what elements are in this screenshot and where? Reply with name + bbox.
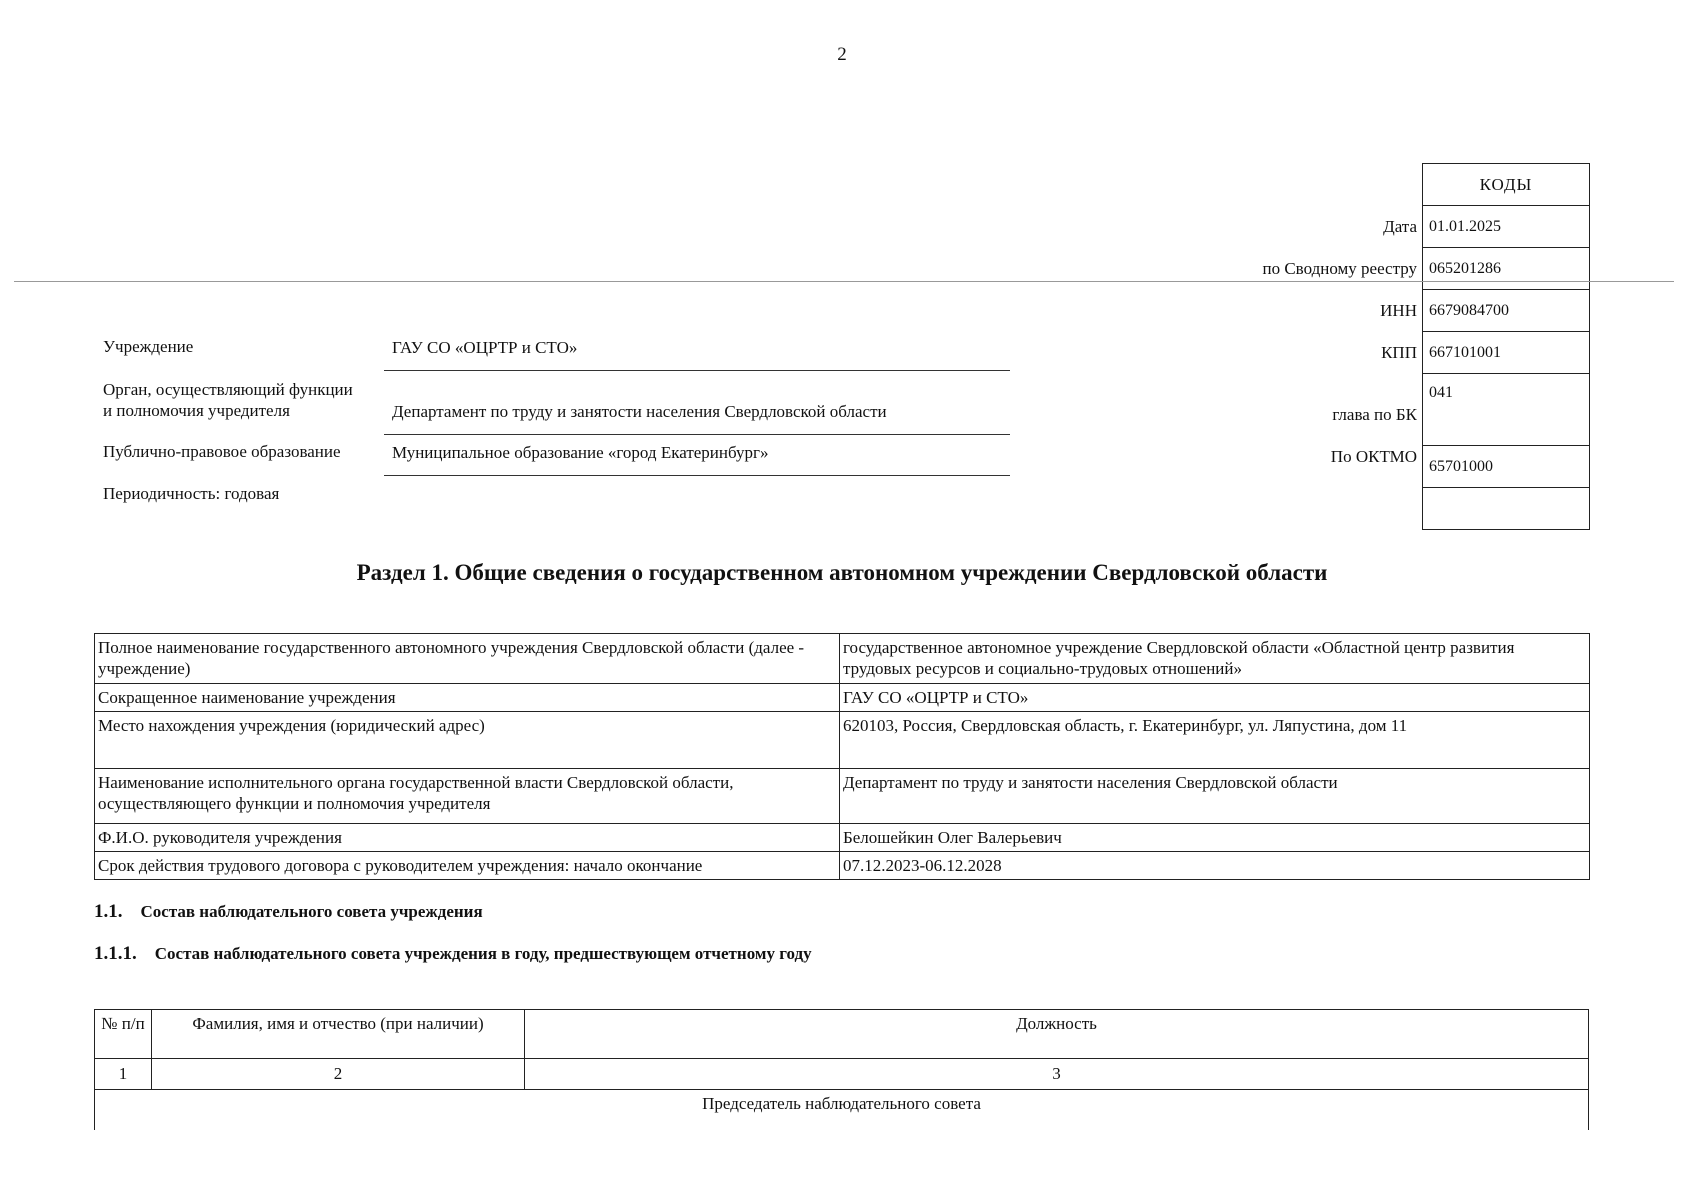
table-row [95,634,1590,684]
subsection-number-1: 1.1. [94,901,123,922]
code-label-kpp: КПП [1381,343,1417,362]
code-label-bk: глава по БК [1332,405,1417,424]
code-value-inn: 6679084700 [1423,290,1590,332]
general-info-table [94,633,1590,880]
table-header-row [95,1010,1589,1059]
info-value: Департамент по труду и занятости населения Свердловской области [840,769,1590,824]
header-full-name: Фамилия, имя и отчество (при наличии) [152,1010,525,1059]
subsection-number-2: 1.1.1. [94,943,137,964]
info-value: 620103, Россия, Свердловская область, г. Екатеринбург, ул. Ляпустина, дом 11 [840,712,1590,769]
info-label: Ф.И.О. руководителя учреждения [95,824,840,852]
subsection-heading-1 [94,901,483,923]
founder-label-line-2: и полномочия учредителя [103,401,290,420]
column-number-2: 2 [152,1059,525,1090]
institution-label: Учреждение [103,337,194,356]
codes-header: КОДЫ [1423,164,1590,206]
code-value-registry: 065201286 [1423,248,1590,290]
public-entity-value: Муниципальное образование «город Екатеринбург» [392,443,769,462]
info-value: ГАУ СО «ОЦРТР и СТО» [840,684,1590,712]
table-group-row [95,1090,1589,1131]
subsection-title-1: Состав наблюдательного совета учреждения [140,902,483,921]
column-number-3: 3 [525,1059,1589,1090]
info-label: Место нахождения учреждения (юридический адрес) [95,712,840,769]
founder-value: Департамент по труду и занятости населения Свердловской области [392,402,887,421]
council-table [94,1009,1589,1130]
code-value-oktmo: 65701000 [1423,446,1590,488]
info-value: Белошейкин Олег Валерьевич [840,824,1590,852]
info-label: Полное наименование государственного автономного учреждения Свердловской области (далее - учреждение) [95,634,840,684]
info-label: Сокращенное наименование учреждения [95,684,840,712]
institution-underline [384,370,1010,371]
code-value-date: 01.01.2025 [1423,206,1590,248]
group-chairman: Председатель наблюдательного совета [95,1090,1589,1131]
table-row [95,769,1590,824]
subsection-title-2: Состав наблюдательного совета учреждения в году, предшествующем отчетному году [154,944,812,963]
codes-table [1422,163,1590,530]
institution-value: ГАУ СО «ОЦРТР и СТО» [392,338,578,357]
code-value-kpp: 667101001 [1423,332,1590,374]
table-numbering-row [95,1059,1589,1090]
founder-label-line-1: Орган, осуществляющий функции [103,380,353,399]
code-label-registry: по Сводному реестру [1262,259,1417,278]
page-number: 2 [837,44,847,65]
code-value-empty [1423,488,1590,530]
section-title: Раздел 1. Общие сведения о государственном автономном учреждении Свердловской области [356,560,1328,585]
info-value: государственное автономное учреждение Свердловской области «Областной центр развития трудовых ресурсов и социально-трудовых отношений» [840,634,1590,684]
code-label-date: Дата [1383,217,1417,236]
public-entity-underline [384,475,1010,476]
column-number-1: 1 [95,1059,152,1090]
table-row [95,712,1590,769]
founder-label [103,379,353,421]
header-number: № п/п [95,1010,152,1059]
info-value: 07.12.2023-06.12.2028 [840,852,1590,880]
info-label: Наименование исполнительного органа государственной власти Свердловской области, осуществляющего функции и полномочия учредителя [95,769,840,824]
code-value-bk: 041 [1423,374,1590,446]
founder-underline [384,434,1010,435]
scan-line-divider [14,281,1674,282]
info-label: Срок действия трудового договора с руководителем учреждения: начало окончание [95,852,840,880]
periodicity: Периодичность: годовая [103,484,280,503]
table-row [95,852,1590,880]
header-position: Должность [525,1010,1589,1059]
public-entity-label: Публично-правовое образование [103,442,341,461]
table-row [95,824,1590,852]
subsection-heading-2 [94,943,812,965]
table-row [95,684,1590,712]
code-label-oktmo: По ОКТМО [1330,447,1417,466]
code-label-inn: ИНН [1380,301,1417,320]
